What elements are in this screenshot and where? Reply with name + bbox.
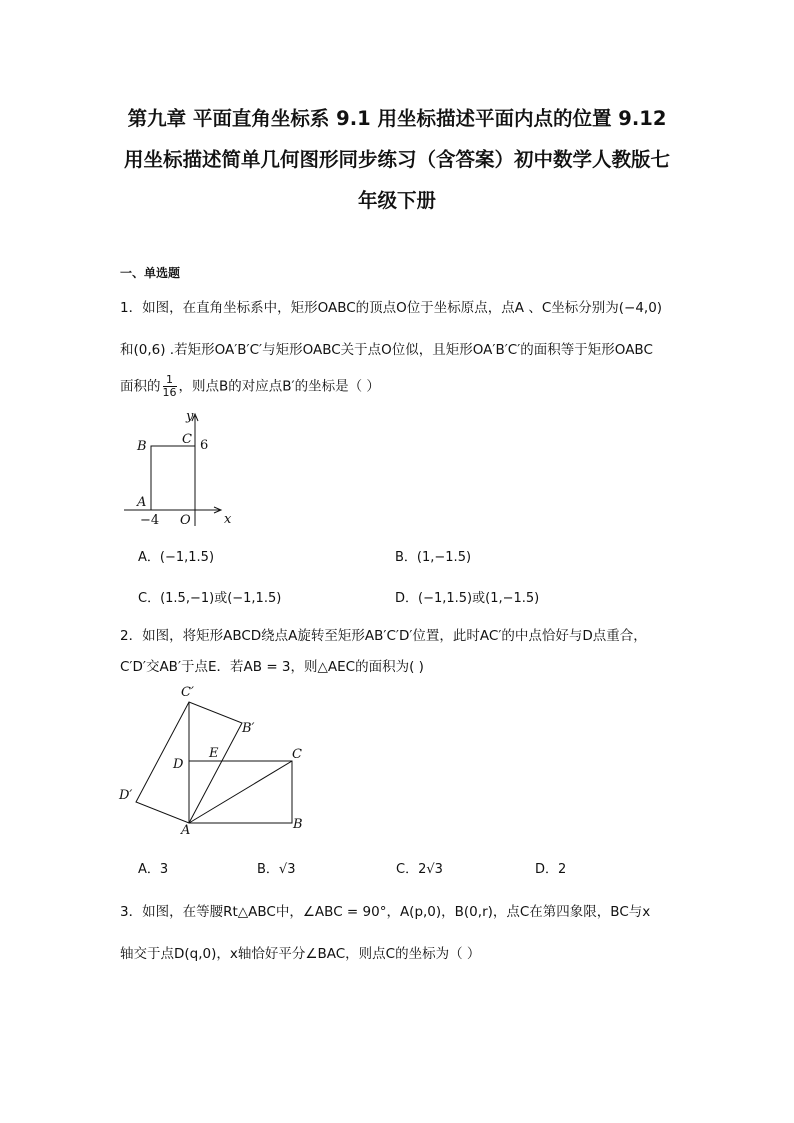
q2-option-c[interactable] [396,858,443,877]
q1-option-d[interactable] [395,587,539,606]
fig1-label-B: B [137,439,147,454]
option-text: 2√3 [418,862,443,877]
fig2-label-E: E [209,746,219,761]
q3-line-1: 3．如图，在等腰Rt△ABC中，∠ABC = 90°，A(p,0)，B(0,r)，点C在第四象限，BC与x [120,904,651,920]
q2-option-d[interactable] [535,858,566,877]
q1-line-1: 1．如图，在直角坐标系中，矩形OABC的顶点O位于坐标原点，点A 、C坐标分别为(−4,0) [120,300,663,316]
option-text: (1.5,−1)或(−1,1.5) [160,591,282,606]
q1-line-2: 和(0,6) .若矩形OA′B′C′与矩形OABC关于点O位似，且矩形OA′B′C′的面积等于矩形OABC [120,342,653,358]
option-text: (1,−1.5) [416,550,472,565]
option-text: 3 [159,862,169,877]
q2-line-2: C′D′交AB′于点E．若AB = 3，则△AEC的面积为( ) [120,659,424,675]
option-text: (−1,1.5) [159,550,215,565]
option-key: A． [138,862,160,877]
fraction-denominator: 16 [162,386,177,399]
fig1-label-x: x [224,512,232,527]
fig1-label-minus4: −4 [140,513,160,528]
q1-line-3b: ，则点B的对应点B′的坐标是（ ） [178,378,380,395]
q1-figure [120,408,240,530]
option-key: D． [535,862,559,877]
title-line-1: 第九章 平面直角坐标系 9.1 用坐标描述平面内点的位置 9.12 [127,107,667,130]
q2-option-a[interactable] [138,858,168,877]
fig2-label-C1: C′ [181,685,194,700]
fig2-label-A: A [181,823,191,838]
option-key: B． [395,550,417,565]
fig2-label-B: B [293,817,303,832]
fig1-label-C: C [182,432,192,447]
fraction-numerator: 1 [163,374,177,387]
q1-line-3 [120,374,380,399]
q1-option-a[interactable] [138,546,214,565]
option-text: √3 [278,862,296,877]
title-line-2: 用坐标描述简单几何图形同步练习（含答案）初中数学人教版七 [123,148,670,171]
fig1-label-O: O [180,513,191,528]
option-text: (−1,1.5)或(1,−1.5) [418,591,540,606]
fig2-label-B1: B′ [242,721,255,736]
option-key: B． [257,862,279,877]
q3-line-2: 轴交于点D(q,0)，x轴恰好平分∠BAC，则点C的坐标为（ ） [120,946,481,962]
fig2-label-D1: D′ [119,788,133,803]
section-heading: 一、单选题 [120,266,181,280]
fig2-label-D: D [173,757,184,772]
q2-figure [115,680,315,840]
fig1-label-6: 6 [200,438,209,453]
option-key: D． [395,591,419,606]
fig2-label-C: C [292,747,302,762]
q1-option-c[interactable] [138,587,281,606]
option-key: A． [138,550,160,565]
fraction [163,374,177,399]
option-key: C． [138,591,161,606]
q1-line-3a: 面积的 [120,378,161,395]
title-line-3: 年级下册 [357,189,436,212]
fig1-label-A: A [137,495,147,510]
q2-line-1: 2．如图，将矩形ABCD绕点A旋转至矩形AB′C′D′位置，此时AC′的中点恰好与D点重合， [120,628,647,644]
fig1-label-y: y [186,409,194,424]
q2-option-b[interactable] [257,858,295,877]
document-title [100,98,694,221]
option-key: C． [396,862,419,877]
q1-option-b[interactable] [395,546,471,565]
option-text: 2 [558,862,567,877]
